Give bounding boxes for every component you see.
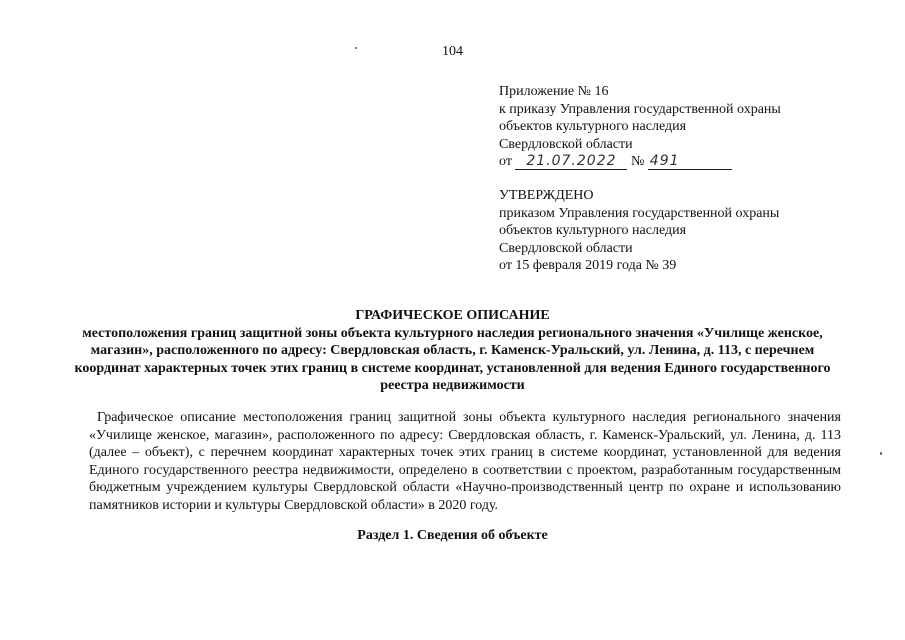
- appendix-line-4: Свердловской области: [499, 136, 633, 152]
- page-number: 104: [442, 44, 463, 59]
- appendix-line-3: объектов культурного наследия: [499, 119, 687, 135]
- section-heading: Раздел 1. Сведения об объекте: [357, 528, 548, 543]
- appendix-block: [499, 83, 781, 171]
- scan-speck: [880, 452, 882, 455]
- number-prefix: №: [630, 154, 645, 170]
- approval-line-2: приказом Управления государственной охраны: [499, 205, 780, 221]
- appendix-line-2: к приказу Управления государственной охраны: [499, 101, 781, 117]
- date-prefix: от: [499, 154, 512, 170]
- approval-line-5: от 15 февраля 2019 года № 39: [499, 258, 677, 274]
- handwritten-number: 491: [648, 154, 732, 170]
- appendix-date-line: [499, 153, 781, 171]
- approval-line-3: объектов культурного наследия: [499, 223, 687, 239]
- body-paragraph: Графическое описание местоположения границ защитной зоны объекта культурного наследия регионального значения «Училище женское, магазин», расположенного по адресу: Свердловская область, г. Каменск-Уральский, ул. Ленина, д. 113 (далее – объект), с перечнем координат характерных точек этих границ в системе координат, установленной для ведения Единого государственного реестра недвижимости, определено в соответствии с проектом, разработанным государственным бюджетным учреждением культуры Свердловской области «Научно-производственный центр по охране и использованию памятников истории и культуры Свердловской области» в 2020 году.: [89, 410, 841, 513]
- document-heading: [60, 307, 845, 395]
- scan-speck: [355, 47, 357, 49]
- approval-line-1: УТВЕРЖДЕНО: [499, 188, 594, 203]
- handwritten-date: 21.07.2022: [515, 154, 627, 170]
- approval-block: [499, 187, 779, 275]
- appendix-line-1: Приложение № 16: [499, 84, 609, 99]
- document-subtitle: местоположения границ защитной зоны объекта культурного наследия регионального значения «Училище женское, магазин», расположенного по адресу: Свердловская область, г. Каменск-Уральский, ул. Ленина, д. 113, с перечнем координат характерных точек этих границ в системе координат, установленной для ведения Единого государственного реестра недвижимости: [74, 325, 831, 393]
- document-title: ГРАФИЧЕСКОЕ ОПИСАНИЕ: [355, 308, 550, 323]
- approval-line-4: Свердловской области: [499, 240, 633, 256]
